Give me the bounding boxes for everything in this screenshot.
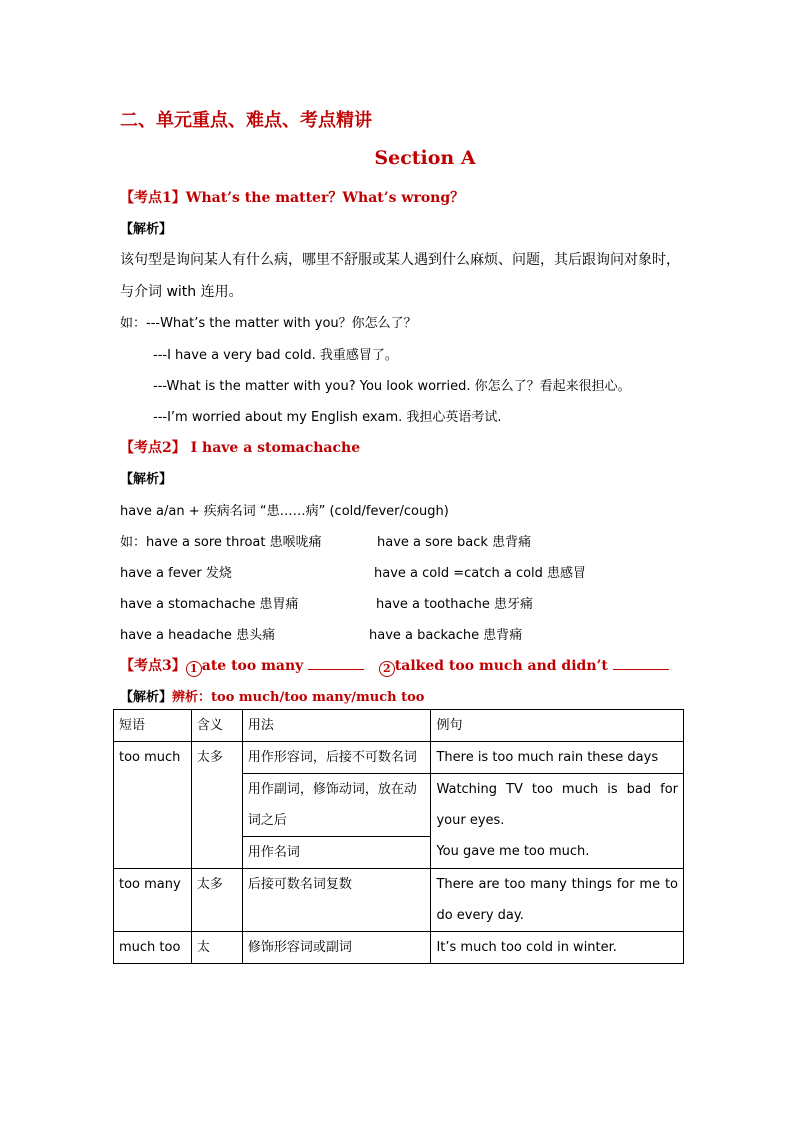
cell-usage-too-much-2: 用作副词，修饰动词，放在动词之后 bbox=[242, 774, 431, 837]
point2-row1-left: 如：have a sore throat 患喉咙痛 bbox=[120, 535, 322, 550]
point1-example2: ---I have a very bad cold. 我重感冒了。 bbox=[153, 348, 398, 363]
table-header-row bbox=[114, 710, 684, 742]
point3-title bbox=[120, 655, 669, 677]
point2-row1-right: have a sore back 患背痛 bbox=[377, 535, 532, 550]
point2-row2-right: have a cold =catch a cold 患感冒 bbox=[374, 566, 587, 581]
cell-usage-too-much-3: 用作名词 bbox=[242, 837, 431, 869]
point3-analysis-label: 【解析】 bbox=[120, 690, 173, 705]
point2-title: 【考点2】 I have a stomachache bbox=[120, 440, 361, 456]
cell-phrase-too-much: too much bbox=[114, 742, 192, 869]
point3-prefix: 【考点3】 bbox=[120, 658, 186, 674]
cell-example-too-many: There are too many things for me to do every day. bbox=[431, 869, 684, 932]
page-title: Section A bbox=[374, 147, 476, 169]
point1-explain-line2: 与介词 with 连用。 bbox=[120, 284, 243, 300]
cell-example-much-too: It’s much too cold in winter. bbox=[431, 932, 684, 964]
example-too-much-3: You gave me too much. bbox=[436, 844, 590, 859]
point2-row4-left: have a headache 患头痛 bbox=[120, 628, 276, 643]
header-example: 例句 bbox=[431, 710, 684, 742]
point1-analysis-label: 【解析】 bbox=[120, 222, 173, 237]
point3-item1: ate too many bbox=[201, 658, 304, 674]
header-meaning: 含义 bbox=[191, 710, 242, 742]
point2-analysis-label: 【解析】 bbox=[120, 472, 173, 487]
point2-row2-left: have a fever 发烧 bbox=[120, 566, 232, 581]
cell-usage-much-too: 修饰形容词或副词 bbox=[242, 932, 431, 964]
circled-number-2: 2 bbox=[379, 661, 395, 677]
circled-number-1: 1 bbox=[186, 661, 202, 677]
cell-phrase-much-too: much too bbox=[114, 932, 192, 964]
comparison-table bbox=[113, 709, 684, 964]
point2-row4-right: have a backache 患背痛 bbox=[369, 628, 523, 643]
cell-example-too-much-2 bbox=[431, 774, 684, 869]
table-row bbox=[114, 742, 684, 774]
cell-meaning-much-too: 太 bbox=[191, 932, 242, 964]
point3-analysis bbox=[120, 686, 424, 705]
answer-blank-2 bbox=[613, 657, 669, 670]
cell-meaning-too-many: 太多 bbox=[191, 869, 242, 932]
cell-example-too-much-1: There is too much rain these days bbox=[431, 742, 684, 774]
point1-example1: 如：---What’s the matter with you？你怎么了？ bbox=[120, 316, 417, 331]
example-too-much-2: Watching TV too much is bad for your eyes. bbox=[436, 782, 678, 828]
point2-pattern: have a/an + 疾病名词 “患……病” (cold/fever/cough) bbox=[120, 504, 449, 519]
point1-example3: ---What is the matter with you? You look worried. 你怎么了？看起来很担心。 bbox=[153, 379, 631, 394]
answer-blank-1 bbox=[308, 657, 364, 670]
cell-usage-too-much-1: 用作形容词，后接不可数名词 bbox=[242, 742, 431, 774]
point2-row3-left: have a stomachache 患胃痛 bbox=[120, 597, 299, 612]
table-row bbox=[114, 869, 684, 932]
cell-phrase-too-many: too many bbox=[114, 869, 192, 932]
point1-explain-line1: 该句型是询问某人有什么病，哪里不舒服或某人遇到什么麻烦、问题，其后跟询问对象时， bbox=[120, 252, 680, 268]
cell-meaning-too-much: 太多 bbox=[191, 742, 242, 869]
cell-usage-too-many: 后接可数名词复数 bbox=[242, 869, 431, 932]
point3-analysis-text: 辨析：too much/too many/much too bbox=[172, 690, 425, 705]
header-usage: 用法 bbox=[242, 710, 431, 742]
point1-title: 【考点1】What’s the matter？What’s wrong？ bbox=[120, 190, 465, 206]
point1-example4: ---I’m worried about my English exam. 我担心英语考试. bbox=[153, 410, 502, 425]
header-phrase: 短语 bbox=[114, 710, 192, 742]
point3-item2: talked too much and didn’t bbox=[394, 658, 608, 674]
table-row bbox=[114, 932, 684, 964]
point2-row3-right: have a toothache 患牙痛 bbox=[376, 597, 533, 612]
section-heading: 二、单元重点、难点、考点精讲 bbox=[120, 110, 372, 131]
